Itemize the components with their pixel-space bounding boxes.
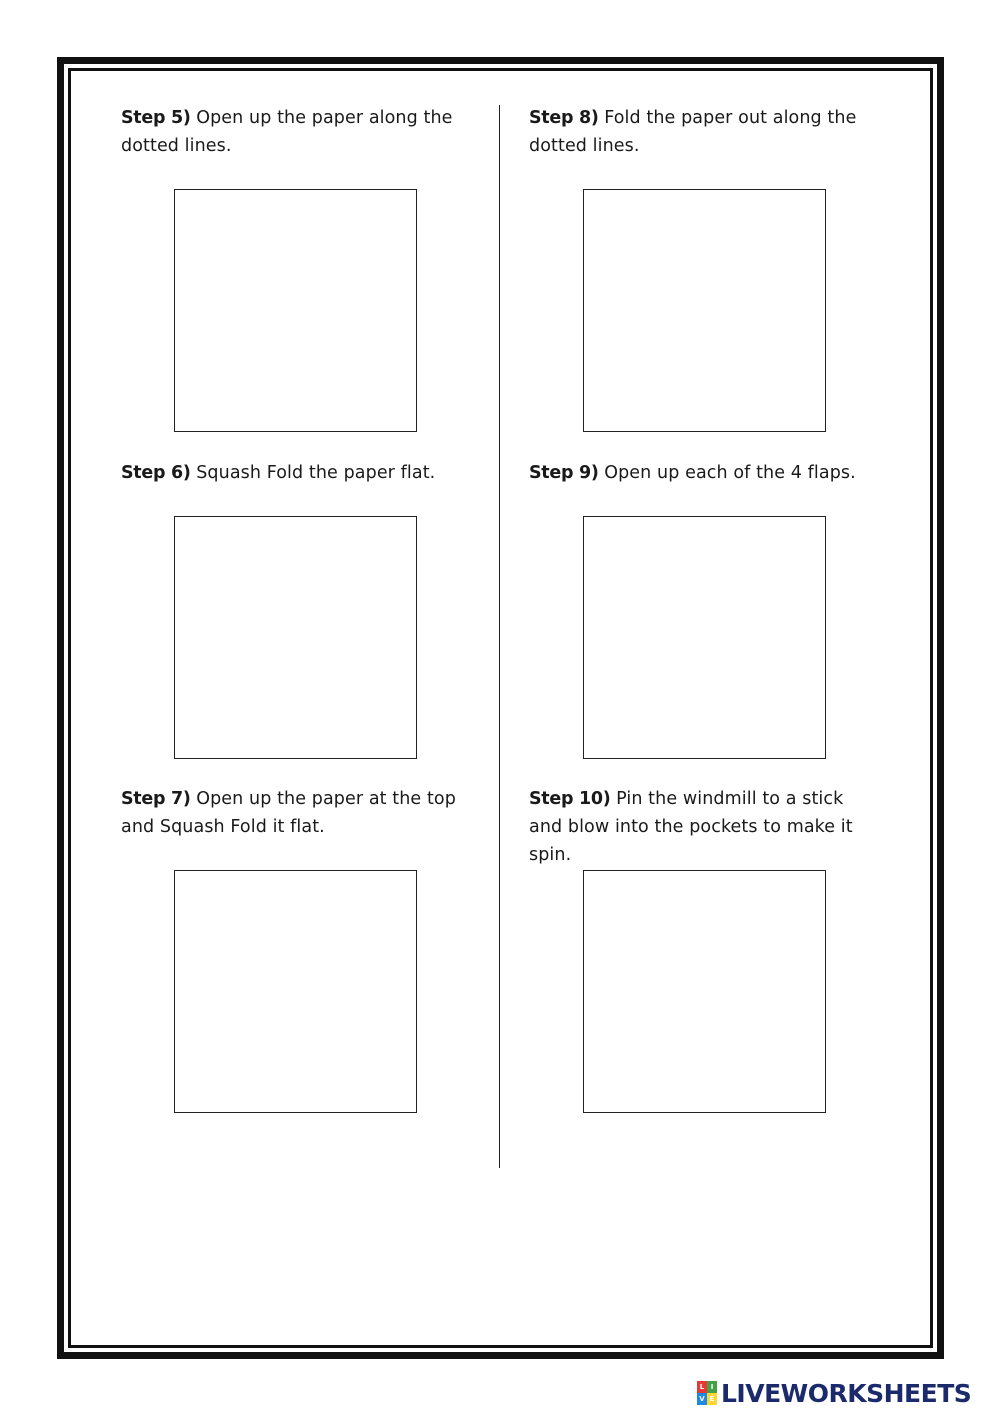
logo-mark-icon bbox=[697, 1381, 717, 1405]
step-description: Pin the windmill to a stick and blow into the pockets to make it spin. bbox=[529, 789, 853, 865]
step-label: Step 9) bbox=[529, 463, 599, 483]
step-description: Squash Fold the paper flat. bbox=[190, 463, 436, 483]
column-divider bbox=[499, 105, 500, 1168]
step-description: Fold the paper out along the dotted lines. bbox=[529, 108, 857, 156]
liveworksheets-logo bbox=[697, 1377, 971, 1409]
step-label: Step 5) bbox=[121, 108, 191, 128]
step-10-drawing-box[interactable] bbox=[583, 870, 826, 1113]
logo-text: LIVEWORKSHEETS bbox=[721, 1378, 972, 1408]
logo-mark-letter: L bbox=[697, 1381, 707, 1393]
step-8-instruction bbox=[529, 104, 874, 160]
step-label: Step 8) bbox=[529, 108, 599, 128]
step-7-drawing-box[interactable] bbox=[174, 870, 417, 1113]
step-description: Open up the paper along the dotted lines. bbox=[121, 108, 453, 156]
step-6-instruction bbox=[121, 459, 466, 487]
step-8-drawing-box[interactable] bbox=[583, 189, 826, 432]
logo-mark-letter: I bbox=[707, 1381, 717, 1393]
step-6-drawing-box[interactable] bbox=[174, 516, 417, 759]
step-10-instruction bbox=[529, 785, 874, 869]
step-5-instruction bbox=[121, 104, 466, 160]
step-9-drawing-box[interactable] bbox=[583, 516, 826, 759]
step-label: Step 10) bbox=[529, 789, 611, 809]
step-label: Step 7) bbox=[121, 789, 191, 809]
step-7-instruction bbox=[121, 785, 466, 841]
logo-mark-letter: V bbox=[697, 1393, 707, 1405]
step-5-drawing-box[interactable] bbox=[174, 189, 417, 432]
step-description: Open up each of the 4 flaps. bbox=[598, 463, 856, 483]
step-label: Step 6) bbox=[121, 463, 191, 483]
step-description: Open up the paper at the top and Squash Fold it flat. bbox=[121, 789, 456, 837]
step-9-instruction bbox=[529, 459, 874, 487]
logo-mark-letter: E bbox=[707, 1393, 717, 1405]
